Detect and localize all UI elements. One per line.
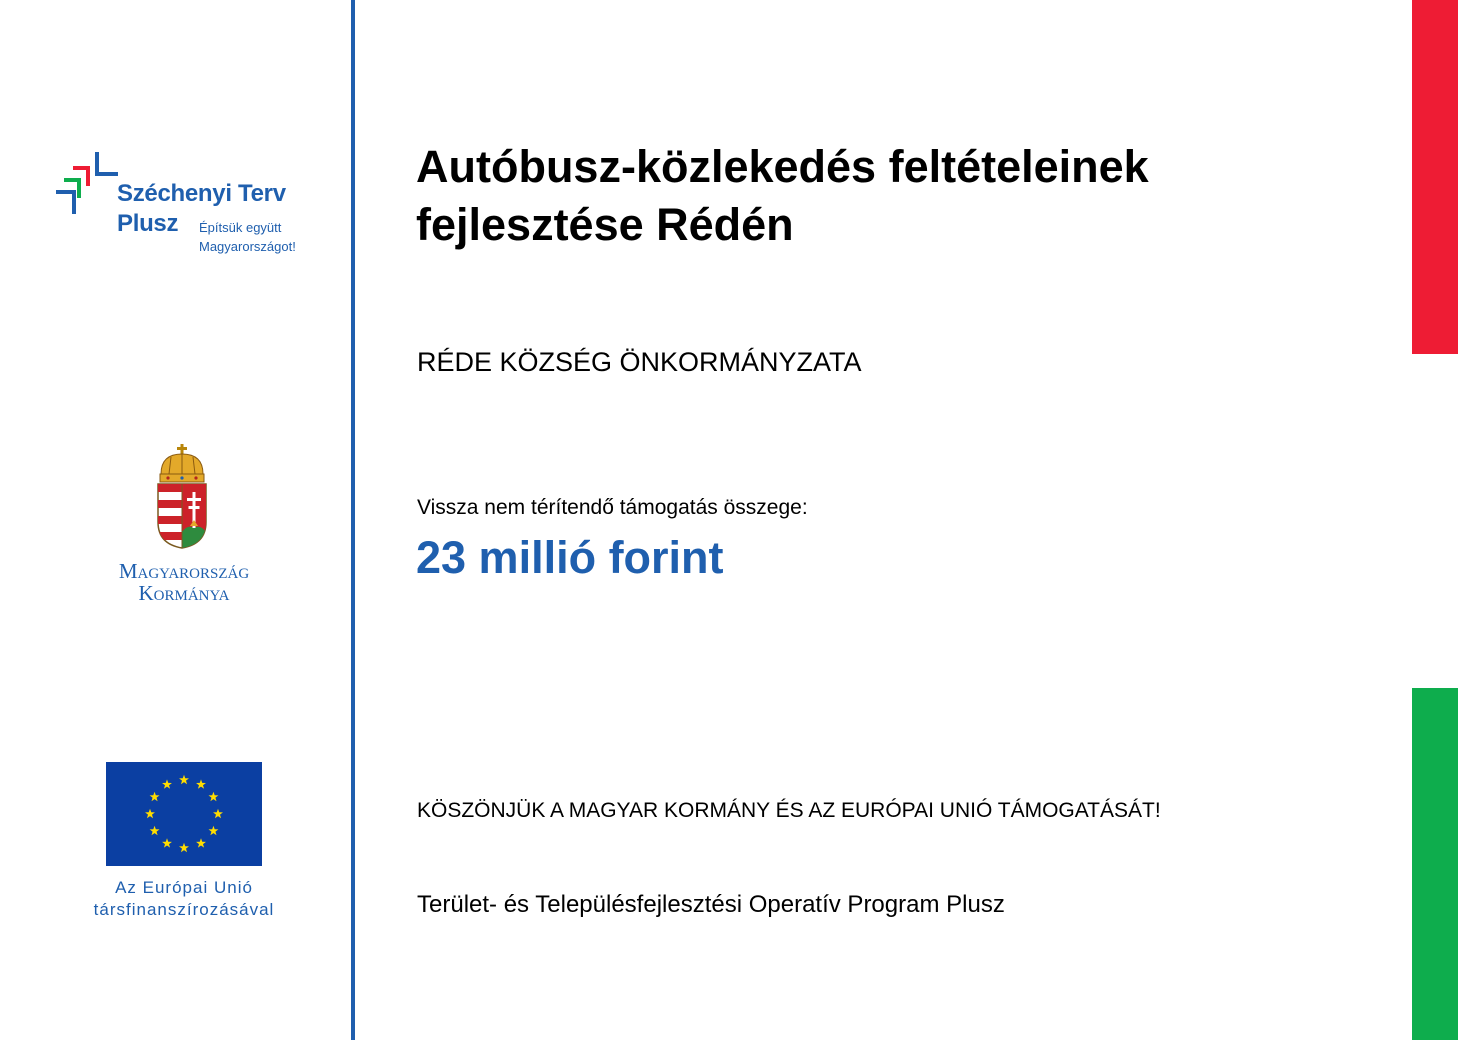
beneficiary-name: RÉDE KÖZSÉG ÖNKORMÁNYZATA [417,347,862,377]
eu-star-icon [179,843,189,852]
government-name-line1: Magyarország [118,559,250,583]
eu-cofinancing-text [56,877,312,921]
eu-star-icon [196,779,206,788]
program-name: Terület- és Településfejlesztési Operatív Program Plusz [417,891,1005,918]
eu-stars [106,762,262,866]
szechenyi-cross-icon [56,152,118,214]
szechenyi-tagline-line2: Magyarországot! [199,239,296,254]
eu-star-icon [213,809,223,818]
coat-of-arms-icon [155,444,209,550]
project-title: Autóbusz-közlekedés feltételeinek fejlesztése Rédén [416,141,1149,250]
eu-star-icon [209,826,219,835]
eu-text-line1: Az Európai Unió [115,878,253,897]
szechenyi-title-line2: Plusz [117,210,179,237]
vertical-divider [351,0,355,1040]
grant-amount: 23 millió forint [416,532,724,583]
eu-star-icon [196,838,206,847]
eu-flag-icon [106,762,262,866]
eu-star-icon [150,826,160,835]
szechenyi-tagline-line1: Építsük együtt [199,220,282,235]
szechenyi-logo [56,152,326,262]
eu-star-icon [209,792,219,801]
eu-star-icon [162,779,172,788]
eu-star-icon [179,775,189,784]
eu-star-icon [150,792,160,801]
eu-text-line2: társfinanszírozásával [93,900,275,919]
thanks-text: KÖSZÖNJÜK A MAGYAR KORMÁNY ÉS AZ EURÓPAI UNIÓ TÁMOGATÁSÁT! [417,799,1161,822]
eu-star-icon [145,809,155,818]
flag-red-stripe [1412,0,1458,354]
grant-label: Vissza nem térítendő támogatás összege: [417,496,808,519]
szechenyi-title-line1: Széchenyi Terv [117,180,286,207]
government-name [56,560,312,604]
eu-star-icon [162,838,172,847]
government-name-line2: Kormánya [138,581,230,605]
flag-green-stripe [1412,688,1458,1040]
